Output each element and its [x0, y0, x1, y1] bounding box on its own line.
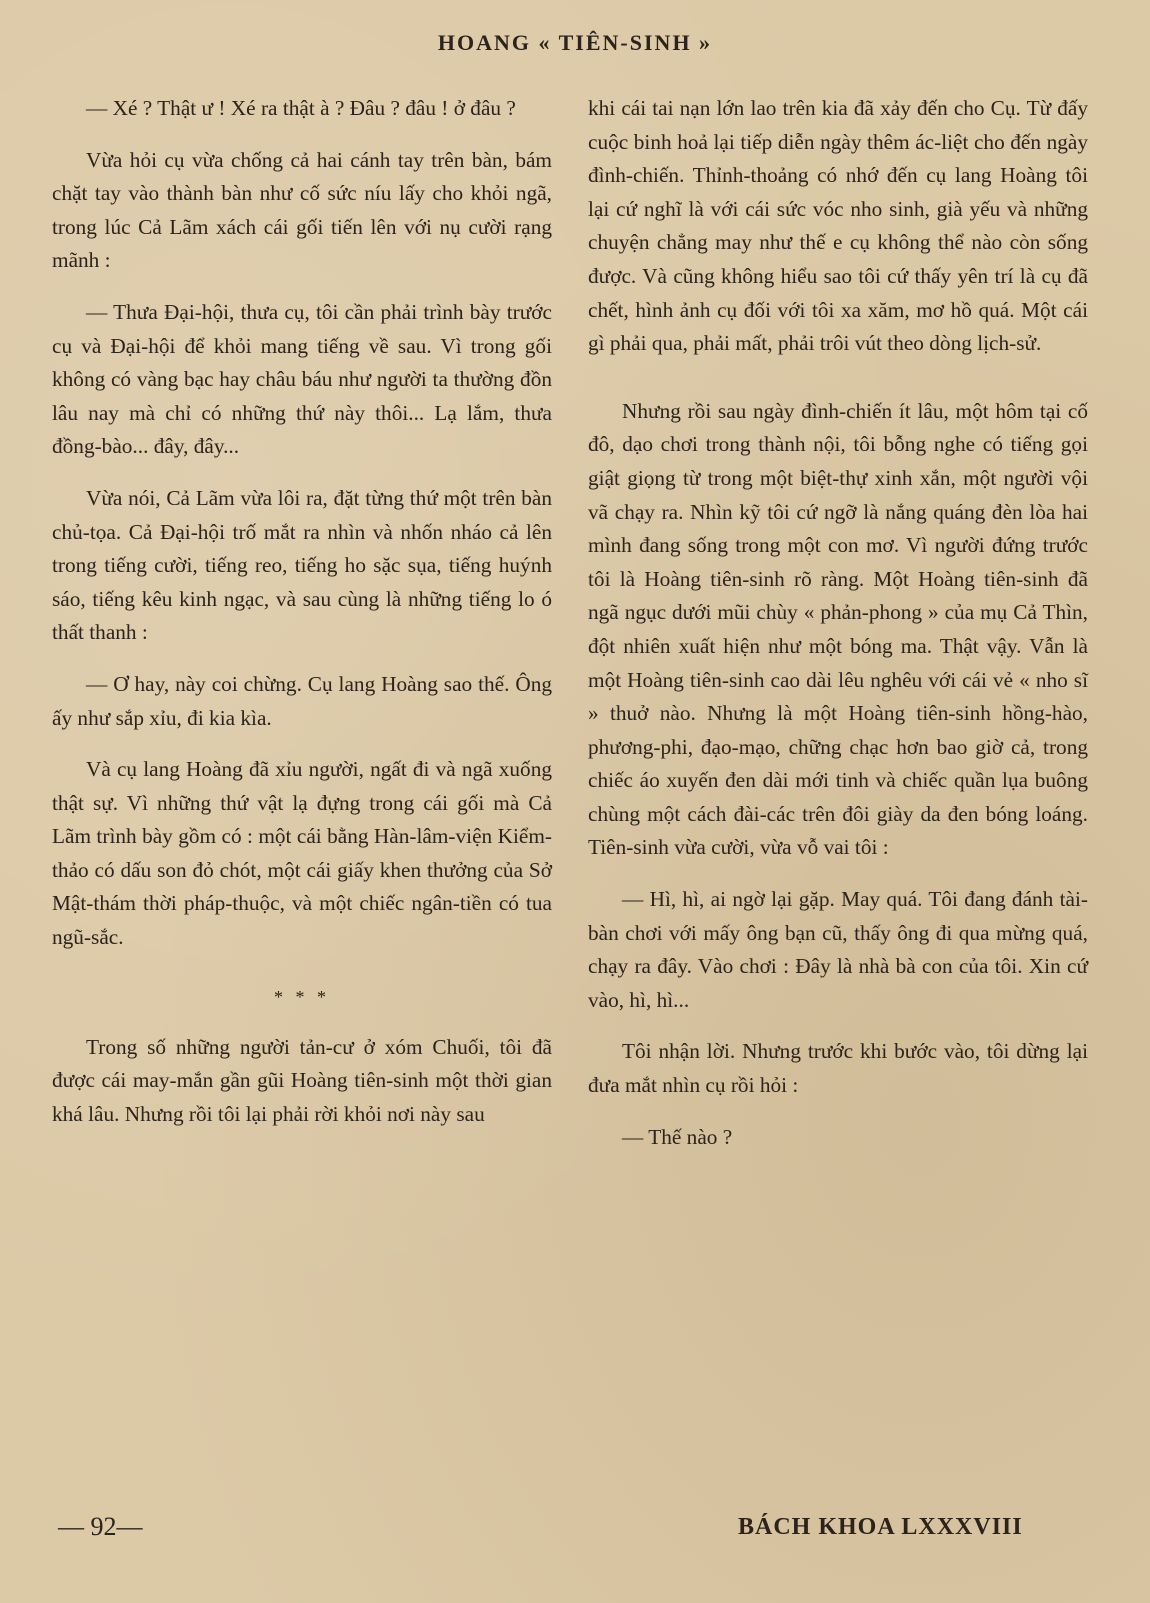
- paragraph: Trong số những người tản-cư ở xóm Chuối, tôi đã được cái may-mắn gần gũi Hoàng tiên-sinh một thời gian khá lâu. Nhưng rồi tôi lại phải rời khỏi nơi này sau: [52, 1034, 552, 1126]
- paragraph: Và cụ lang Hoàng đã xỉu người, ngất đi và ngã xuống thật sự. Vì những thứ vật lạ đựng trong cái gối mà Cả Lãm trình bày gồm có : một cái bằng Hàn-lâm-viện Kiểm-thảo có dấu son đỏ chót, một cái giấy khen thưởng của Sở Mật-thám thời pháp-thuộc, và một chiếc ngân-tiền có tua ngũ-sắc.: [52, 757, 552, 950]
- page-number: — 92—: [58, 1512, 143, 1541]
- paragraph: Vừa hỏi cụ vừa chống cả hai cánh tay trên bàn, bám chặt tay vào thành bàn như cố sức níu lấy cho khỏi ngã, trong lúc Cả Lãm xách cái gối tiến lên với nụ cười rạng mãnh :: [52, 147, 552, 273]
- journal-name: BÁCH KHOA LXXXVIII: [738, 1514, 1023, 1540]
- right-column: [588, 92, 1088, 1154]
- running-header: HOANG « TIÊN-SINH »: [437, 30, 713, 55]
- paragraph: Vừa nói, Cả Lãm vừa lôi ra, đặt từng thứ một trên bàn chủ-tọa. Cả Đại-hội trố mắt ra nhìn và nhốn nháo cả lên trong tiếng cười, tiếng reo, tiếng ho sặc sụa, tiếng huýnh sáo, tiếng kêu kinh ngạc, và sau cùng là những tiếng lo ó thất thanh :: [52, 485, 552, 645]
- section-separator: * * *: [274, 986, 330, 1007]
- left-column: [52, 92, 552, 1131]
- paragraph: — Hì, hì, ai ngờ lại gặp. May quá. Tôi đang đánh tài-bàn chơi với mấy ông bạn cũ, thấy ông đi qua mừng quá, chạy ra đây. Vào chơi : Đây là nhà bà con của tôi. Xin cứ vào, hì, hì...: [588, 887, 1088, 1012]
- paragraph: Nhưng rồi sau ngày đình-chiến ít lâu, một hôm tại cố đô, dạo chơi trong thành nội, tôi bỗng nghe có tiếng gọi giật giọng từ trong một biệt-thự xinh xắn, một người vội vã chạy ra. Nhìn kỹ tôi cứ ngỡ là nắng quáng đèn lòa hai mình đang sống trong một con mơ. Vì người đứng trước tôi là Hoàng tiên-sinh rõ ràng. Một Hoàng tiên-sinh đã ngã ngục dưới mũi chùy « phản-phong » của mụ Cả Thìn, đột nhiên xuất hiện như một bóng ma. Thật vậy. Vẫn là một Hoàng tiên-sinh cao dài lêu nghêu với cái vẻ « nho sĩ » thuở nào. Nhưng là một Hoàng tiên-sinh hồng-hào, phương-phi, đạo-mạo, chững chạc hơn bao giờ cả, trong chiếc áo xuyến đen dài mới tinh và chiếc quần lụa buông chùng một cách đài-các trên đôi giày da đen bóng loáng. Tiên-sinh vừa cười, vừa vỗ vai tôi :: [588, 398, 1088, 860]
- paragraph: — Xé ? Thật ư ! Xé ra thật à ? Đâu ? đâu ! ở đâu ?: [86, 96, 516, 120]
- paragraph: — Ơ hay, này coi chừng. Cụ lang Hoàng sao thế. Ông ấy như sắp xỉu, đi kia kìa.: [52, 671, 552, 730]
- paragraph: Tôi nhận lời. Nhưng trước khi bước vào, tôi dừng lại đưa mắt nhìn cụ rồi hỏi :: [588, 1039, 1088, 1098]
- paragraph: — Thế nào ?: [622, 1124, 733, 1149]
- paragraph: khi cái tai nạn lớn lao trên kia đã xảy đến cho Cụ. Từ đấy cuộc binh hoả lại tiếp diễn ngày thêm ác-liệt cho đến ngày đình-chiến. Thỉnh-thoảng có nhớ đến cụ lang Hoàng tôi lại cứ nghĩ là với cái sức vóc nho sinh, già yếu và những chuyện chẳng may như thế e cụ không thể nào còn sống được. Và cũng không hiểu sao tôi cứ thấy yên trí là cụ đã chết, hình ảnh cụ đối với tôi xa xăm, mơ hồ quá. Một cái gì phải qua, phải mất, phải trôi vút theo dòng lịch-sử.: [588, 96, 1088, 356]
- paragraph: — Thưa Đại-hội, thưa cụ, tôi cần phải trình bày trước cụ và Đại-hội để khỏi mang tiếng về sau. Vì trong gối không có vàng bạc hay châu báu như người ta thường đồn lâu nay mà chỉ có những thứ này thôi... Lạ lắm, thưa đồng-bào... đây, đây...: [52, 299, 552, 459]
